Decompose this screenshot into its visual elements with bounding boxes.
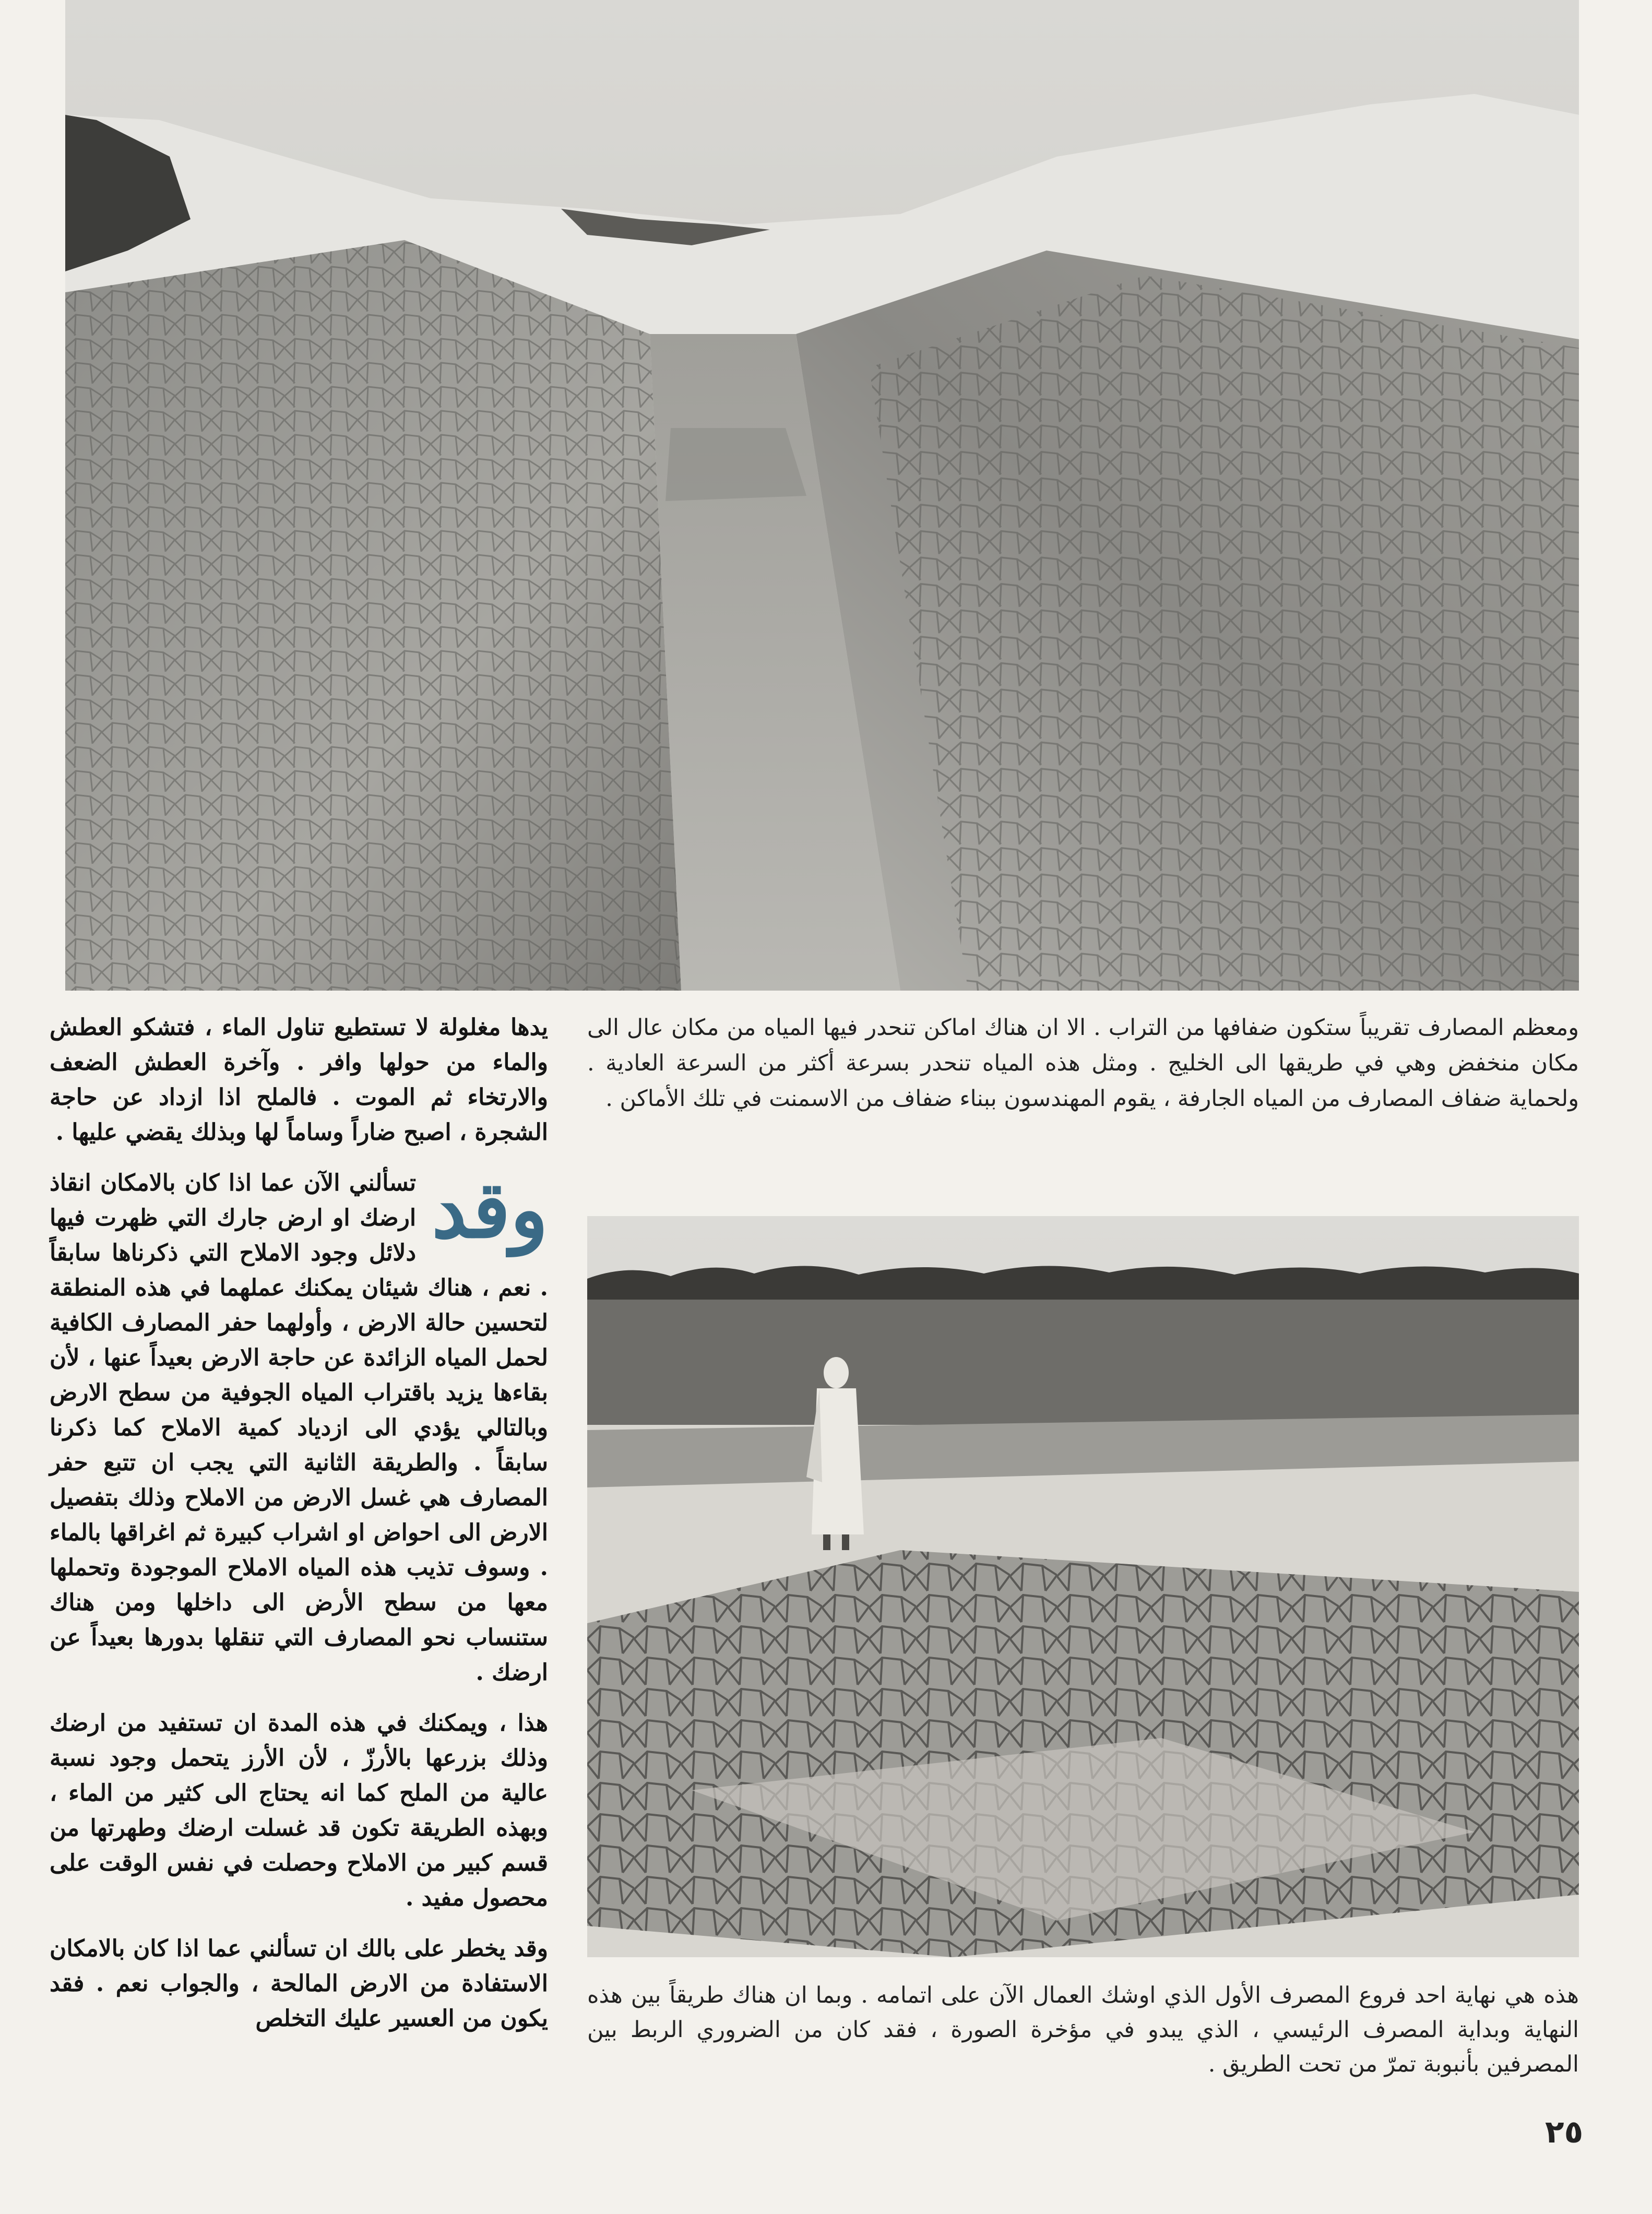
article-paragraph: وقد يخطر على بالك ان تسألني عما اذا كان بالامكان الاستفادة من الارض المالحة ، والجواب نعم . فقد يكون من العسير عليك التخلص bbox=[50, 1935, 548, 2032]
drainage-channel-photo bbox=[65, 0, 1579, 991]
article-paragraph: يدها مغلولة لا تستطيع تناول الماء ، فتشكو العطش والماء من حولها وافر . وآخرة العطش الضعف والارتخاء ثم الموت . فالملح اذا ازداد عن حاجة الشجرة ، اصبح ضاراً وساماً لها وبذلك يقضي عليها . bbox=[50, 1014, 548, 1146]
article-paragraph-lead bbox=[50, 1165, 548, 1690]
drain-branch-photo bbox=[587, 1216, 1579, 1957]
top-photo-caption: ومعظم المصارف تقريباً ستكون ضفافها من التراب . الا ان هناك اماكن تنحدر فيها المياه من مكان عال الى مكان منخفض وهي في طريقها الى الخليج . ومثل هذه المياه تنحدر بسرعة أكثر من السرعة العادية . ولحماية ضفاف المصارف من المياه الجارفة ، يقوم المهندسون ببناء ضفاف من الاسمنت في تلك الأماكن . bbox=[587, 1015, 1579, 1112]
page-number: ٢٥ bbox=[1545, 2114, 1584, 2150]
bottom-photo-caption: هذه هي نهاية احد فروع المصرف الأول الذي اوشك العمال الآن على اتمامه . وبما ان هناك طريقاً بين هذه النهاية وبداية المصرف الرئيسي ، الذي يبدو في مؤخرة الصورة ، فقد كان من الضروري الربط بين المصرفين بأنبوبة تمرّ من تحت الطريق . bbox=[587, 1982, 1579, 2077]
decorative-initial: وقد bbox=[432, 1164, 548, 1256]
article-column bbox=[50, 1010, 548, 2052]
article-paragraph: هذا ، ويمكنك في هذه المدة ان تستفيد من ارضك وذلك بزرعها بالأرزّ ، لأن الأرز يتحمل وجود نسبة عالية من الملح كما انه يحتاج الى كثير من الماء ، وبهذه الطريقة تكون قد غسلت ارضك وطهرتها من قسم كبير من الاملاح وحصلت في نفس الوقت على محصول مفيد . bbox=[50, 1710, 548, 1911]
article-paragraph-text: تسألني الآن عما اذا كان بالامكان انقاذ ارضك او ارض جارك التي ظهرت فيها دلائل وجود الاملاح التي ذكرناها سابقاً . نعم ، هناك شيئان يمكنك عملهما في هذه المنطقة لتحسين حالة الارض ، وأولهما حفر المصارف الكافية لحمل المياه الزائدة عن حاجة الارض بعيداً عنها ، لأن بقاءها يزيد باقتراب المياه الجوفية من سطح الارض وبالتالي يؤدي الى ازدياد كمية الاملاح كما ذكرنا سابقاً . والطريقة الثانية التي يجب ان تتبع حفر المصارف هي غسل الارض من الاملاح وذلك بتفصيل الارض الى احواض او اشراب كبيرة ثم اغراقها بالماء . وسوف تذيب هذه المياه الاملاح الموجودة وتحملها معها من سطح الأرض الى داخلها ومن هناك ستنساب نحو المصارف التي تنقلها بدورها بعيداً عن ارضك . bbox=[50, 1170, 548, 1686]
